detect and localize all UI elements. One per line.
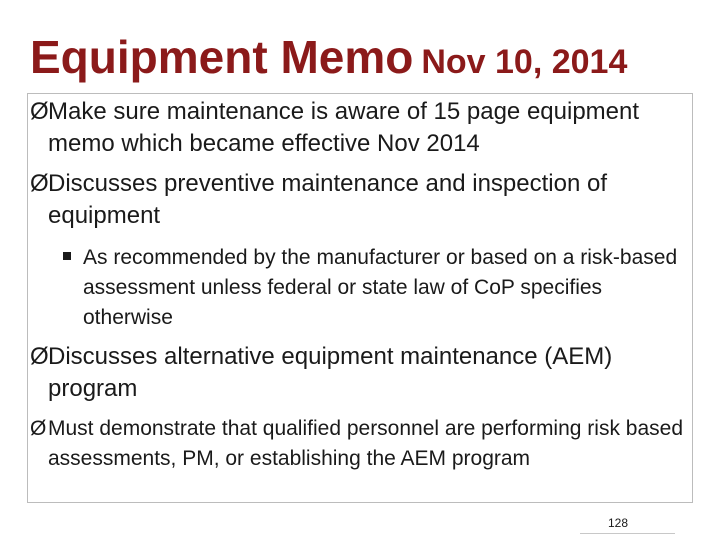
- arrow-bullet-icon: Ø: [30, 98, 49, 125]
- square-bullet-icon: [63, 252, 71, 260]
- title-main: Equipment Memo: [30, 31, 414, 83]
- title-date: Nov 10, 2014: [421, 43, 628, 81]
- bullet-text: Must demonstrate that qualified personnel are performing risk based assessments, PM, or establishing the AEM program: [48, 417, 684, 470]
- bullet-text: Make sure maintenance is aware of 15 page equipment memo which became effective Nov 2014: [48, 98, 640, 157]
- sub-bullet-text: As recommended by the manufacturer or based on a risk-based assessment unless federal or state law of CoP specifies otherwise: [83, 246, 678, 329]
- page-number-underline: [580, 533, 675, 534]
- content-box: [27, 93, 693, 503]
- arrow-bullet-icon: Ø: [30, 343, 49, 370]
- arrow-bullet-icon: Ø: [30, 417, 47, 440]
- arrow-bullet-icon: Ø: [30, 170, 49, 197]
- bullet-text: Discusses preventive maintenance and inspection of equipment: [48, 170, 607, 229]
- bullet-text: Discusses alternative equipment maintenance (AEM) program: [48, 343, 613, 402]
- page-number: 128: [608, 516, 629, 530]
- slide-title: [30, 31, 628, 83]
